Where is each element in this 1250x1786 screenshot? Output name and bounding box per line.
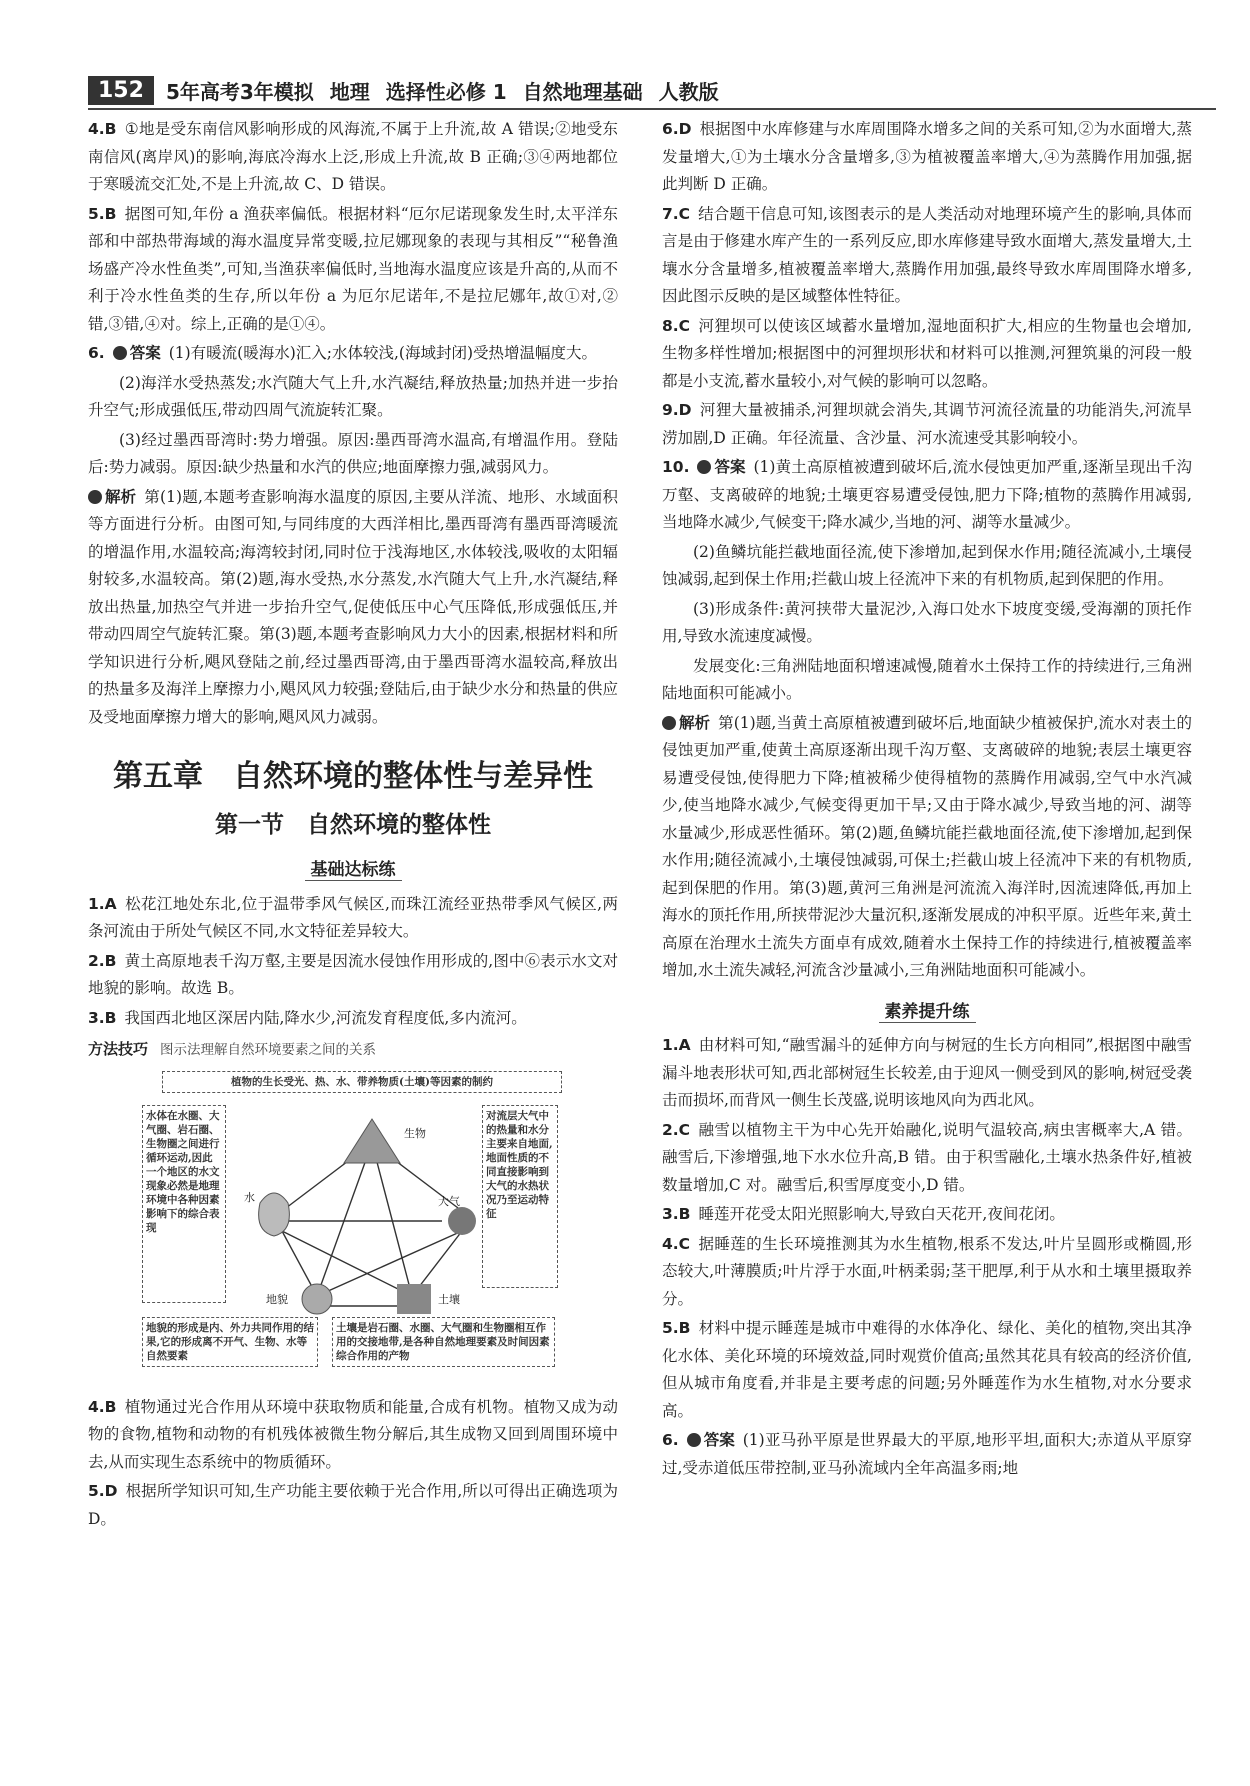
node-atmosphere: 大气 (438, 1194, 460, 1208)
answer-item: 1.A 松花江地处东北,位于温带季风气候区,而珠江流经亚热带季风气候区,两条河流由于所处气候区不同,水文特征差异较大。 (88, 894, 618, 940)
answer-part: (3)经过墨西哥湾时:势力增强。原因:墨西哥湾水温高,有增温作用。登陆后:势力减弱。原因:缺少热量和水汽的供应;地面摩擦力强,减弱风力。 (88, 430, 618, 476)
method-tip: 方法技巧 图示法理解自然环境要素之间的关系 (88, 1040, 377, 1058)
answer-item: 10. 答案 (1)黄土高原植被遭到破坏后,流水侵蚀更加严重,逐渐呈现出千沟万壑、支离破碎的地貌;土壤更容易遭受侵蚀,肥力下降;植物的蒸腾作用减弱,当地降水减少,气候变干;降水减少,当地的河、湖等水量减少。 (662, 454, 1192, 537)
diagram-box-bottom-right: 土壤是岩石圈、水圈、大气圈和生物圈相互作用的交接地带,是各种自然地理要素及时间因素综合作用的产物 (332, 1317, 555, 1367)
answer-item: 2.C 融雪以植物主干为中心先开始融化,说明气温较高,病虫害概率大,A 错。融雪后,下渗增强,地下水水位升高,B 错。由于积雪融化,土壤水热条件好,植被数量增加,C 对。融雪后,积雪厚度变小,D 错。 (662, 1120, 1192, 1194)
answer-item: 6.D 根据图中水库修建与水库周围降水增多之间的关系可知,②为水面增大,蒸发量增大,①为土壤水分含量增多,③为植被覆盖率增大,④为蒸腾作用加强,据此判断 D 正确。 (662, 120, 1192, 193)
subject: 地理 (329, 79, 370, 104)
answer-item: 6. 答案 (1)亚马孙平原是世界最大的平原,地形平坦,面积大;赤道从平原穿过,受赤道低压带控制,亚马孙流域内全年高温多雨;地 (662, 1427, 1192, 1482)
diagram-box-left: 水体在水圈、大气圈、岩石圈、生物圈之间进行循环运动,因此一个地区的水文现象必然是地理环境中各种因素影响下的综合表现 (142, 1105, 226, 1303)
answer-item: 5.D 根据所学知识可知,生产功能主要依赖于光合作用,所以可得出正确选项为 D。 (88, 1482, 618, 1528)
node-soil: 土壤 (438, 1292, 460, 1306)
subsection-title: 基础达标练 (88, 857, 618, 885)
answer-item: 1.A 由材料可知,“融雪漏斗的延伸方向与树冠的生长方向相同”,根据图中融雪漏斗地表形状可知,西北部树冠生长较差,由于迎风一侧受到风的影响,树冠受袭击而损坏,而背风一侧生长茂盛,说明该地风向为西北风。 (662, 1036, 1192, 1109)
answer-tag: 答案 (687, 1427, 735, 1455)
answer-tag: 答案 (697, 454, 745, 482)
chapter-title: 第五章 自然环境的整体性与差异性 (113, 759, 593, 794)
answer-item: 3.B 我国西北地区深居内陆,降水少,河流发育程度低,多内流河。 (88, 1008, 527, 1027)
explanation: 解析 第(1)题,当黄土高原植被遭到破坏后,地面缺少植被保护,流水对表土的侵蚀更加严重,使黄土高原逐渐出现千沟万壑、支离破碎的地貌;表层土壤更容易遭受侵蚀,使得肥力下降;植被稀少使得植物的蒸腾作用减弱,空气中水汽减少,使当地降水减少,气候变得更加干旱;又由于降水减少,导致当地的河、湖等水量减少,形成恶性循环。第(2)题,鱼鳞坑能拦截地面径流,使下渗增加,起到保水作用;随径流减小,土壤侵蚀减弱,可保土;拦截山坡上径流冲下来的有机物质,起到保肥的作用。第(3)题,黄河三角洲是河流流入海洋时,因流速降低,再加上海水的顶托作用,所挟带泥沙大量沉积,逐渐发展成的冲积平原。近些年来,黄土高原在治理水土流失方面卓有成效,随着水土保持工作的持续进行,植被覆盖率增加,水土流失减轻,河流含沙量减小,三角洲陆地面积可能减小。 (662, 710, 1192, 985)
element-relation-diagram (142, 1071, 582, 1386)
answer-item: 5.B 据图可知,年份 a 渔获率偏低。根据材料“厄尔尼诺现象发生时,太平洋东部和中部热带海域的海水温度异常变暖,拉尼娜现象的表现与其相反”“秘鲁渔场盛产冷水性鱼类”,可知,当渔获率偏低时,当地海水温度应该是升高的,从而不利于冷水性鱼类的生存,所以年份 a 为厄尔尼诺年,不是拉尼娜年,故①对,②错,③错,④对。综上,正确的是①④。 (88, 204, 618, 333)
answer-item: 2.B 黄土高原地表千沟万壑,主要是因流水侵蚀作用形成的,图中⑥表示水文对地貌的影响。故选 B。 (88, 951, 618, 997)
answer-part: (3)形成条件:黄河挟带大量泥沙,入海口处水下坡度变缓,受海潮的顶托作用,导致水流速度减慢。 (662, 599, 1192, 645)
answer-item: 8.C 河狸坝可以使该区域蓄水量增加,湿地面积扩大,相应的生物量也会增加,生物多样性增加;根据图中的河狸坝形状和材料可以推测,河狸筑巢的河段一般都是小支流,蓄水量较小,对气候的影响可以忽略。 (662, 316, 1192, 390)
answer-tag: 答案 (113, 340, 161, 368)
left-column (88, 116, 618, 1535)
answer-item: 9.D 河狸大量被捕杀,河狸坝就会消失,其调节河流径流量的功能消失,河流旱涝加剧,D 正确。年径流量、含沙量、河水流速受其影响较小。 (662, 401, 1192, 447)
explanation-tag: 解析 (88, 484, 136, 512)
answer-item: 5.B 材料中提示睡莲是城市中难得的水体净化、绿化、美化的植物,突出其净化水体、美化环境的环境效益,同时观赏价值高;虽然其花具有较高的经济价值,但从城市角度看,并非是主要考虑的问题;另外睡莲作为水生植物,对水分要求高。 (662, 1319, 1192, 1420)
diagram-box-right: 对流层大气中的热量和水分主要来自地面,地面性质的不同直接影响到大气的水热状况乃至运动特征 (482, 1105, 558, 1288)
explanation: 解析 第(1)题,本题考查影响海水温度的原因,主要从洋流、地形、水域面积等方面进行分析。由图可知,与同纬度的大西洋相比,墨西哥湾有墨西哥湾暖流的增温作用,水温较高;海湾较封闭,同时位于浅海地区,水体较浅,吸收的太阳辐射较多,水温较高。第(2)题,海水受热,水分蒸发,水汽随大气上升,水汽凝结,释放出热量,加热空气并进一步抬升空气,促使低压中心气压降低,形成强低压,并带动四周空气旋转汇聚。第(3)题,本题考查影响风力大小的因素,根据材料和所学知识进行分析,飓风登陆之前,经过墨西哥湾,由于墨西哥湾水温较高,释放出的热量多及海洋上摩擦力小,飓风风力较强;登陆后,由于缺少水分和热量的供应及受地面摩擦力增大的影响,飓风风力减弱。 (88, 484, 618, 732)
answer-item: 4.B ①地是受东南信风影响形成的风海流,不属于上升流,故 A 错误;②地受东南信风(离岸风)的影响,海底冷海水上泛,形成上升流,故 B 正确;③④两地都位于寒暖流交汇处,不是上升流,故 C、D 错误。 (88, 120, 618, 193)
answer-part: (2)海洋水受热蒸发;水汽随大气上升,水汽凝结,释放热量;加热并进一步抬升空气;形成强低压,带动四周气流旋转汇聚。 (88, 373, 618, 419)
answer-part: 发展变化:三角洲陆地面积增速减慢,随着水土保持工作的持续进行,三角洲陆地面积可能减小。 (662, 656, 1192, 702)
answer-item: 4.B 植物通过光合作用从环境中获取物质和能量,合成有机物。植物又成为动物的食物,植物和动物的有机残体被微生物分解后,其生成物又回到周围环境中去,从而实现生态系统中的物质循环。 (88, 1397, 618, 1471)
page-number: 152 (88, 76, 154, 105)
diagram-box-top: 植物的生长受光、热、水、带养物质(土壤)等因素的制约 (162, 1071, 562, 1093)
book-title: 自然地理基础 (522, 79, 643, 104)
right-column (662, 116, 1192, 1484)
answer-part: (2)鱼鳞坑能拦截地面径流,使下渗增加,起到保水作用;随径流减小,土壤侵蚀减弱,起到保土作用;拦截山坡上径流冲下来的有机物质,起到保肥的作用。 (662, 542, 1192, 588)
node-water: 水 (244, 1190, 255, 1204)
brand-title: 5年高考3年模拟 (165, 79, 314, 104)
subsection-title: 素养提升练 (662, 999, 1192, 1027)
edition: 人教版 (658, 79, 719, 104)
answer-item: 4.C 据睡莲的生长环境推测其为水生植物,根系不发达,叶片呈圆形或椭圆,形态较大,叶薄膜质;叶片浮于水面,叶柄柔弱;茎干肥厚,利于从水和土壤里摄取养分。 (662, 1234, 1192, 1308)
answer-item: 7.C 结合题干信息可知,该图表示的是人类活动对地理环境产生的影响,具体而言是由于修建水库产生的一系列反应,即水库修建导致水面增大,蒸发量增大,土壤水分含量增多,植被覆盖率增大,蒸腾作用加强,最终导致水库周围降水增多,因此图示反映的是区域整体性特征。 (662, 204, 1192, 305)
page-header (88, 72, 1216, 110)
answer-item: 6. 答案 (1)有暖流(暖海水)汇入;水体较浅,(海域封闭)受热增温幅度大。 (88, 340, 618, 368)
node-landform: 地貌 (266, 1292, 288, 1306)
course: 选择性必修 1 (385, 79, 507, 104)
answer-item: 3.B 睡莲开花受太阳光照影响大,导致白天花开,夜间花闭。 (662, 1205, 1065, 1223)
diagram-box-bottom-left: 地貌的形成是内、外力共同作用的结果,它的形成离不开气、生物、水等自然要素 (142, 1317, 318, 1367)
section-title: 第一节 自然环境的整体性 (215, 812, 491, 838)
explanation-tag: 解析 (662, 710, 710, 738)
node-biology: 生物 (404, 1126, 426, 1140)
